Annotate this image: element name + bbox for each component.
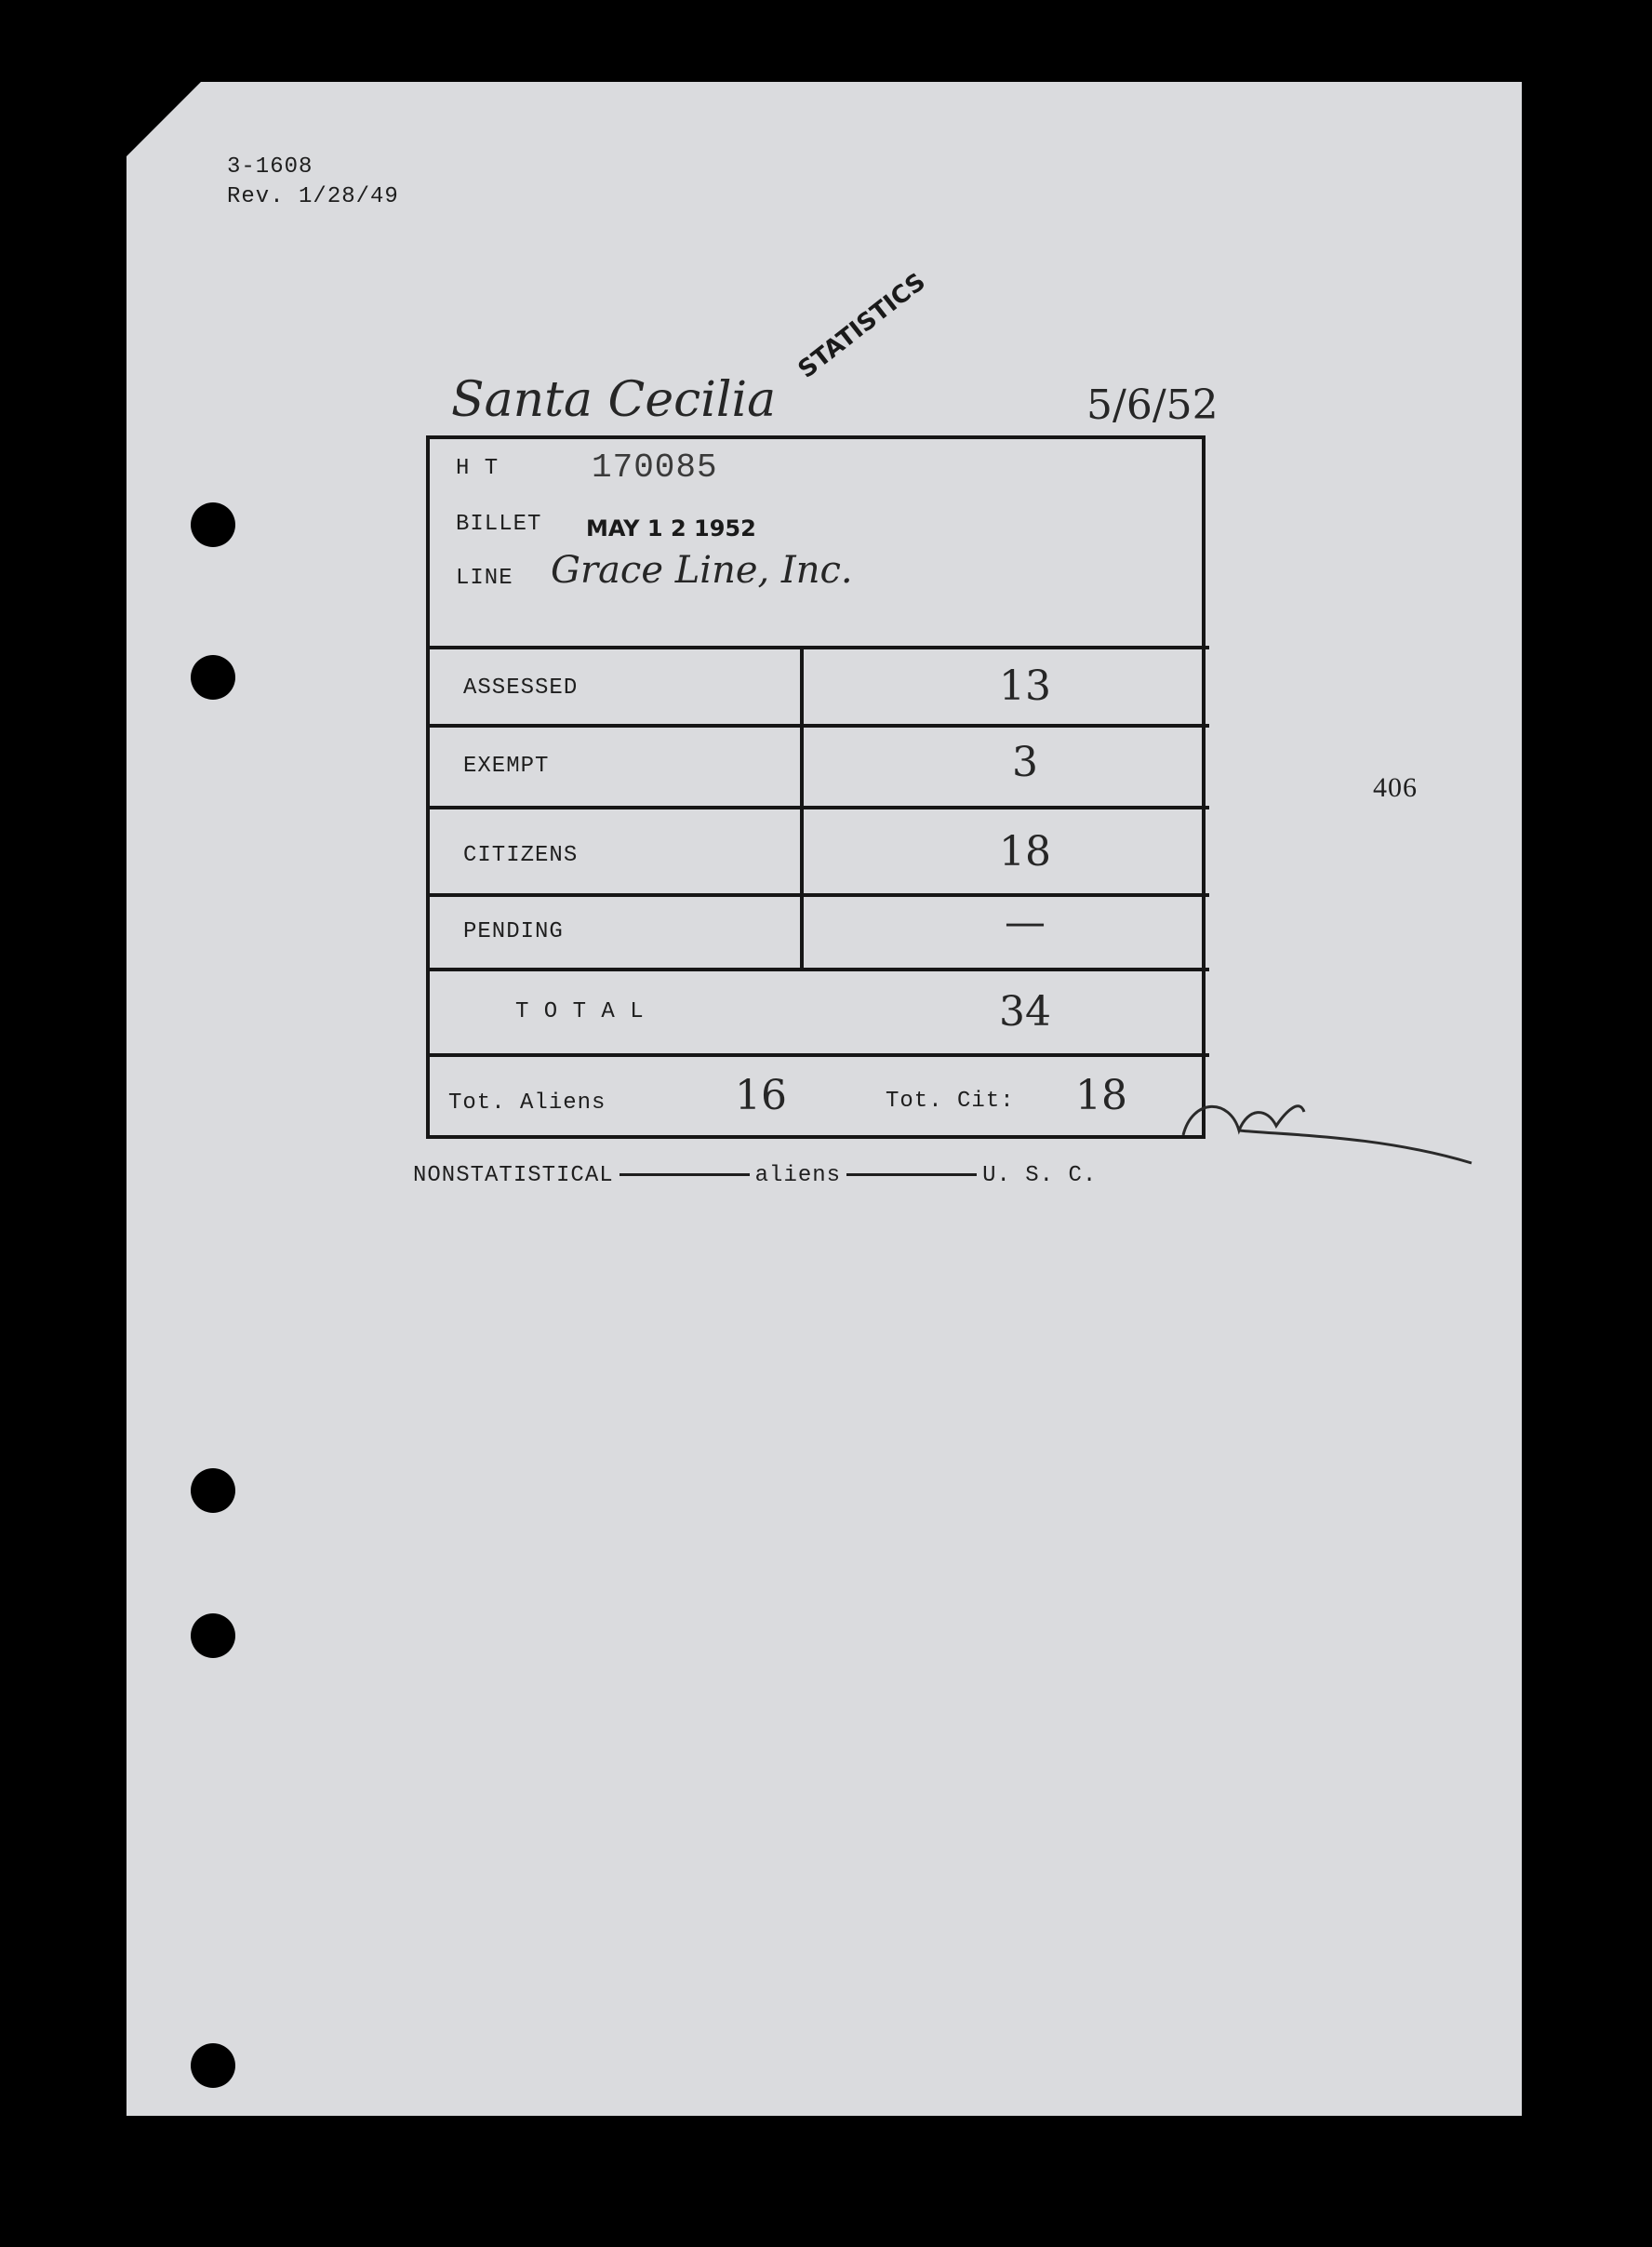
tot-citizens-value: 18: [1075, 1072, 1127, 1119]
punch-hole: [191, 502, 235, 547]
punch-hole: [191, 1468, 235, 1513]
exempt-label: EXEMPT: [463, 754, 550, 779]
line-value-handwritten: Grace Line, Inc.: [551, 549, 853, 592]
nonstatistical-label: NONSTATISTICAL: [413, 1163, 614, 1188]
tot-aliens-value: 16: [735, 1072, 787, 1119]
statistics-stamp: STATISTICS: [793, 267, 931, 384]
tot-aliens-label: Tot. Aliens: [448, 1090, 606, 1116]
vessel-name-handwritten: Santa Cecilia: [451, 372, 777, 428]
assessed-value: 13: [999, 662, 1051, 710]
punch-hole: [191, 655, 235, 700]
date-handwritten: 5/6/52: [1086, 381, 1219, 429]
ht-label: H T: [456, 456, 500, 481]
tot-citizens-label: Tot. Cit:: [886, 1089, 1015, 1114]
form-number: 3-1608: [227, 154, 313, 180]
assessed-label: ASSESSED: [463, 675, 579, 701]
margin-number: 406: [1373, 772, 1418, 803]
signature-initials: [1174, 1079, 1481, 1172]
form-revision: Rev. 1/28/49: [227, 184, 399, 209]
punch-hole: [191, 1613, 235, 1658]
citizens-label: CITIZENS: [463, 843, 579, 868]
aliens-label: aliens: [754, 1163, 842, 1188]
statistics-form-box: [426, 435, 1206, 1139]
pending-label: PENDING: [463, 919, 564, 944]
exempt-value: 3: [1012, 739, 1038, 786]
line-label: LINE: [456, 566, 513, 591]
total-value: 34: [999, 988, 1051, 1036]
ht-value: 170085: [592, 448, 718, 487]
billet-label: BILLET: [456, 512, 542, 537]
citizens-value: 18: [999, 828, 1051, 876]
usc-label: U. S. C.: [982, 1163, 1098, 1188]
billet-date-stamp: MAY 1 2 1952: [586, 515, 756, 542]
nonstatistical-line: [413, 1163, 1097, 1188]
total-label: T O T A L: [515, 999, 645, 1024]
punch-hole: [191, 2043, 235, 2088]
pending-value: —: [1005, 899, 1046, 946]
torn-corner: [127, 82, 201, 156]
